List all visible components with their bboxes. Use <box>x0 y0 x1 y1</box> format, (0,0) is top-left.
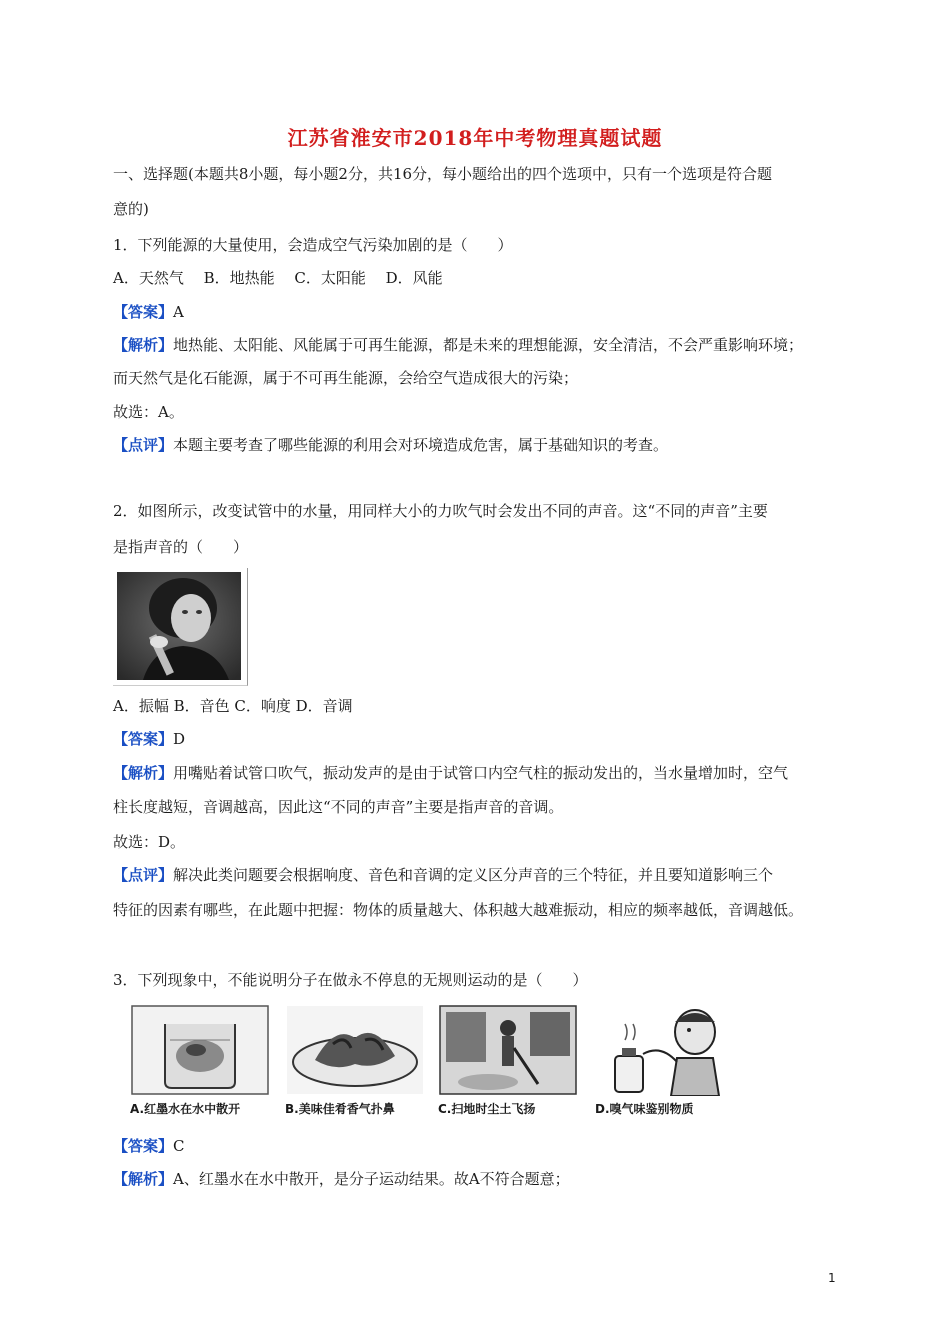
q1-analysis-text: 地热能、太阳能、风能属于可再生能源，都是未来的理想能源，安全清洁，不会严重影响环境； <box>173 336 804 354</box>
q2-analysis-text: 用嘴贴着试管口吹气，振动发声的是由于试管口内空气柱的振动发出的，当水量增加时，空气 <box>173 764 789 782</box>
q3-panel-d <box>595 1004 735 1122</box>
comment-tag: 【点评】 <box>113 436 174 454</box>
q2-options: A．振幅 B．音色 C．响度 D．音调 <box>113 697 353 715</box>
q2-stem: 2．如图所示，改变试管中的水量，用同样大小的力吹气时会发出不同的声音。这“不同的声音”主要 <box>113 502 768 520</box>
q1-stem: 1．下列能源的大量使用，会造成空气污染加剧的是（ ） <box>113 236 513 254</box>
q3-caption-c: C.扫地时尘土飞扬 <box>438 1102 536 1116</box>
analysis-tag: 【解析】 <box>113 764 174 782</box>
q2-answer <box>113 729 185 749</box>
q2-comment-cont: 特征的因素有哪些，在此题中把握：物体的质量越大、体积越大越难振动，相应的频率越低，音调越低。 <box>113 901 804 919</box>
q3-analysis <box>113 1169 570 1189</box>
q3-panel-b <box>285 1004 425 1122</box>
q3-panel-c <box>438 1004 578 1122</box>
q1-comment-text: 本题主要考查了哪些能源的利用会对环境造成危害，属于基础知识的考查。 <box>173 436 669 454</box>
q1-analysis <box>113 335 803 355</box>
q3-caption-a: A.红墨水在水中散开 <box>130 1102 241 1116</box>
answer-tag: 【答案】 <box>113 303 174 321</box>
q1-choice: 故选：A。 <box>113 403 184 421</box>
test-tube-photo <box>113 568 248 686</box>
q3-answer-value: C <box>173 1137 185 1155</box>
q2-comment-text: 解决此类问题要会根据响度、音色和音调的定义区分声音的三个特征，并且要知道影响三个 <box>173 866 774 884</box>
q1-comment <box>113 435 668 455</box>
answer-tag: 【答案】 <box>113 730 174 748</box>
q3-stem: 3．下列现象中，不能说明分子在做永不停息的无规则运动的是（ ） <box>113 971 588 989</box>
q2-choice: 故选：D。 <box>113 833 186 851</box>
food-dish-illustration <box>285 1004 425 1096</box>
page-number: 1 <box>828 1271 836 1285</box>
q1-answer-value: A <box>173 303 184 321</box>
comment-tag: 【点评】 <box>113 866 174 884</box>
section-heading-cont: 意的) <box>113 200 149 218</box>
q3-caption-d: D.嗅气味鉴别物质 <box>595 1102 694 1116</box>
q1-answer <box>113 302 184 322</box>
ink-diffusion-illustration <box>130 1004 270 1096</box>
q3-panel-a <box>130 1004 270 1122</box>
analysis-tag: 【解析】 <box>113 1170 174 1188</box>
section-heading: 一、选择题(本题共8小题，每小题2分，共16分，每小题给出的四个选项中，只有一个选项是符合题 <box>113 165 773 183</box>
q2-analysis <box>113 763 788 783</box>
q2-stem-cont: 是指声音的（ ） <box>113 538 249 556</box>
q2-analysis-cont: 柱长度越短，音调越高，因此这“不同的声音”主要是指声音的音调。 <box>113 798 564 816</box>
q3-answer <box>113 1136 185 1156</box>
q2-comment <box>113 865 773 885</box>
analysis-tag: 【解析】 <box>113 336 174 354</box>
q3-analysis-text: A、红墨水在水中散开，是分子运动结果。故A不符合题意； <box>173 1170 570 1188</box>
answer-tag: 【答案】 <box>113 1137 174 1155</box>
q3-caption-b: B.美味佳肴香气扑鼻 <box>285 1102 395 1116</box>
q3-illustrations <box>130 1004 730 1122</box>
q1-options: A．天然气 B．地热能 C．太阳能 D．风能 <box>113 269 443 287</box>
q1-analysis-cont: 而天然气是化石能源，属于不可再生能源，会给空气造成很大的污染； <box>113 369 579 387</box>
q2-answer-value: D <box>173 730 186 748</box>
sweeping-dust-illustration <box>438 1004 578 1096</box>
page-title: 江苏省淮安市2018年中考物理真题试题 <box>287 126 663 150</box>
smell-bottle-illustration <box>595 1004 735 1096</box>
